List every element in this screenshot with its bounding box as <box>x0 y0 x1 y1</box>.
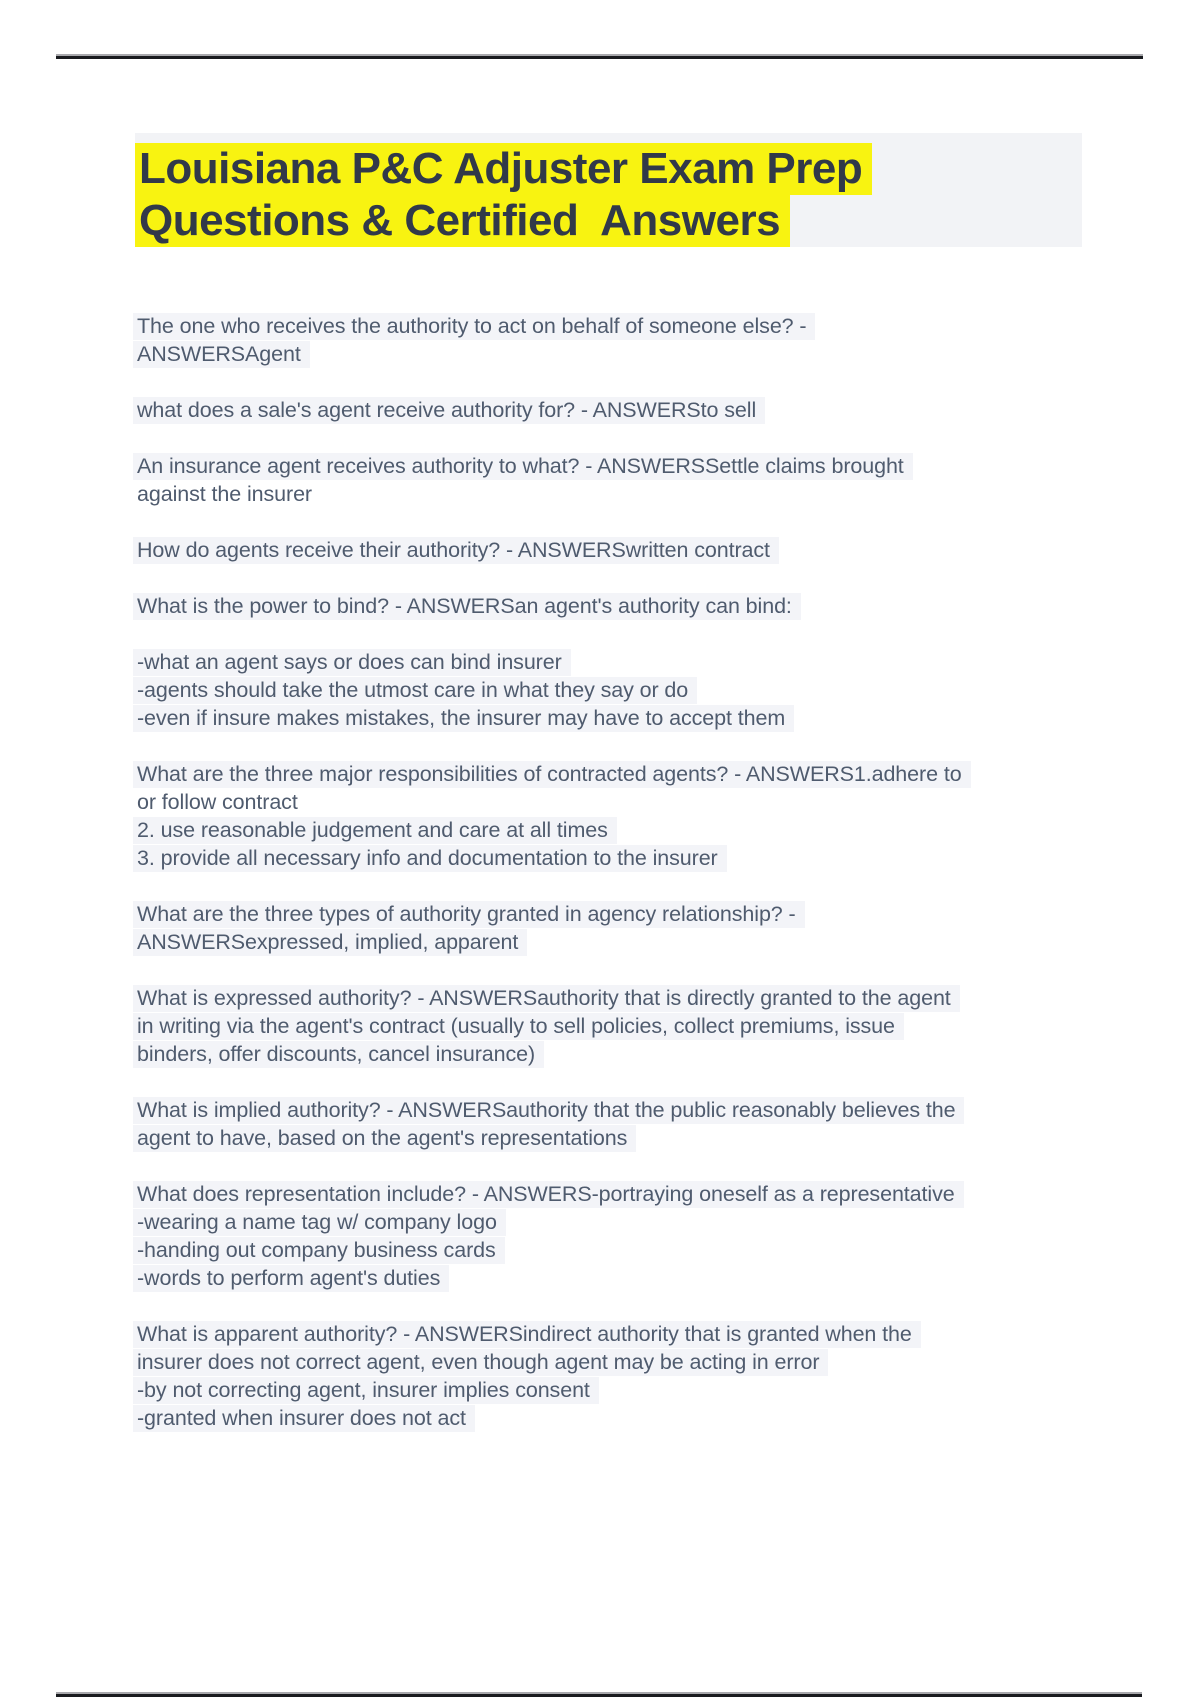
qa-line <box>137 760 1147 788</box>
qa-line <box>137 1264 1147 1292</box>
qa-line-text: -handing out company business cards <box>133 1237 505 1264</box>
qa-line <box>137 480 1147 508</box>
qa-line <box>137 1236 1147 1264</box>
qa-line-text: agent to have, based on the agent's representations <box>133 1125 636 1152</box>
qa-line <box>137 1096 1147 1124</box>
page-title <box>135 133 1082 247</box>
qa-line-text: -by not correcting agent, insurer implies consent <box>133 1377 599 1404</box>
qa-line-text: -words to perform agent's duties <box>133 1265 449 1292</box>
qa-line-text: 2. use reasonable judgement and care at all times <box>133 817 617 844</box>
qa-line <box>137 1208 1147 1236</box>
qa-line <box>137 452 1147 480</box>
qa-line-text: -even if insure makes mistakes, the insurer may have to accept them <box>133 705 794 732</box>
qa-line-text: What is the power to bind? - ANSWERSan agent's authority can bind: <box>133 593 801 620</box>
qa-line-text: What are the three types of authority granted in agency relationship? - <box>133 901 805 928</box>
qa-line <box>137 984 1147 1012</box>
qa-line <box>137 396 1147 424</box>
qa-line-text: What is implied authority? - ANSWERSauthority that the public reasonably believes the <box>133 1097 964 1124</box>
qa-line-text: What is expressed authority? - ANSWERSauthority that is directly granted to the agent <box>133 985 960 1012</box>
qa-line-text: -wearing a name tag w/ company logo <box>133 1209 506 1236</box>
qa-line <box>137 536 1147 564</box>
qa-line <box>137 816 1147 844</box>
qa-line-text: An insurance agent receives authority to what? - ANSWERSSettle claims brought <box>133 453 913 480</box>
qa-paragraph <box>137 760 1147 872</box>
qa-line <box>137 592 1147 620</box>
top-border-rule <box>56 54 1143 59</box>
qa-paragraph <box>137 452 1147 508</box>
qa-paragraph <box>137 1320 1147 1432</box>
qa-line-text: How do agents receive their authority? - ANSWERSwritten contract <box>133 537 779 564</box>
qa-line-text: -what an agent says or does can bind insurer <box>133 649 571 676</box>
qa-line <box>137 1012 1147 1040</box>
qa-content <box>137 312 1147 1460</box>
qa-line <box>137 928 1147 956</box>
qa-line <box>137 1124 1147 1152</box>
qa-line-text: What are the three major responsibilities of contracted agents? - ANSWERS1.adhere to <box>133 761 971 788</box>
qa-line <box>137 676 1147 704</box>
qa-line <box>137 704 1147 732</box>
qa-line <box>137 1040 1147 1068</box>
qa-paragraph <box>137 984 1147 1068</box>
qa-line-text: What does representation include? - ANSWERS-portraying oneself as a representative <box>133 1181 964 1208</box>
qa-line <box>137 1320 1147 1348</box>
qa-line-text: binders, offer discounts, cancel insurance) <box>133 1041 544 1068</box>
qa-paragraph <box>137 592 1147 620</box>
qa-line <box>137 312 1147 340</box>
qa-paragraph <box>137 396 1147 424</box>
qa-line <box>137 844 1147 872</box>
qa-paragraph <box>137 1180 1147 1292</box>
qa-line-text: ANSWERSexpressed, implied, apparent <box>133 929 527 956</box>
qa-line-text: or follow contract <box>137 790 298 814</box>
qa-line <box>137 1180 1147 1208</box>
qa-line <box>137 1348 1147 1376</box>
bottom-border-rule <box>56 1692 1142 1697</box>
qa-line-text: What is apparent authority? - ANSWERSindirect authority that is granted when the <box>133 1321 921 1348</box>
qa-line-text: -agents should take the utmost care in what they say or do <box>133 677 697 704</box>
qa-paragraph <box>137 536 1147 564</box>
qa-paragraph <box>137 1096 1147 1152</box>
qa-line <box>137 340 1147 368</box>
qa-line-text: in writing via the agent's contract (usually to sell policies, collect premiums, issue <box>133 1013 904 1040</box>
qa-line-text: ANSWERSAgent <box>133 341 310 368</box>
qa-line-text: 3. provide all necessary info and documentation to the insurer <box>133 845 727 872</box>
qa-line-text: -granted when insurer does not act <box>133 1405 475 1432</box>
qa-paragraph <box>137 900 1147 956</box>
qa-line <box>137 788 1147 816</box>
qa-line <box>137 1404 1147 1432</box>
qa-paragraph <box>137 648 1147 732</box>
title-line-wrap <box>135 143 1082 195</box>
qa-line-text: The one who receives the authority to act on behalf of someone else? - <box>133 313 815 340</box>
qa-line-text: insurer does not correct agent, even though agent may be acting in error <box>133 1349 828 1376</box>
qa-line <box>137 648 1147 676</box>
qa-line <box>137 900 1147 928</box>
qa-line-text: what does a sale's agent receive authority for? - ANSWERSto sell <box>133 397 765 424</box>
title-line-2: Questions & Certified Answers <box>135 195 790 247</box>
qa-line-text: against the insurer <box>137 482 312 506</box>
qa-paragraph <box>137 312 1147 368</box>
qa-line <box>137 1376 1147 1404</box>
title-line-1: Louisiana P&C Adjuster Exam Prep <box>135 143 872 195</box>
title-line-wrap <box>135 195 1082 247</box>
